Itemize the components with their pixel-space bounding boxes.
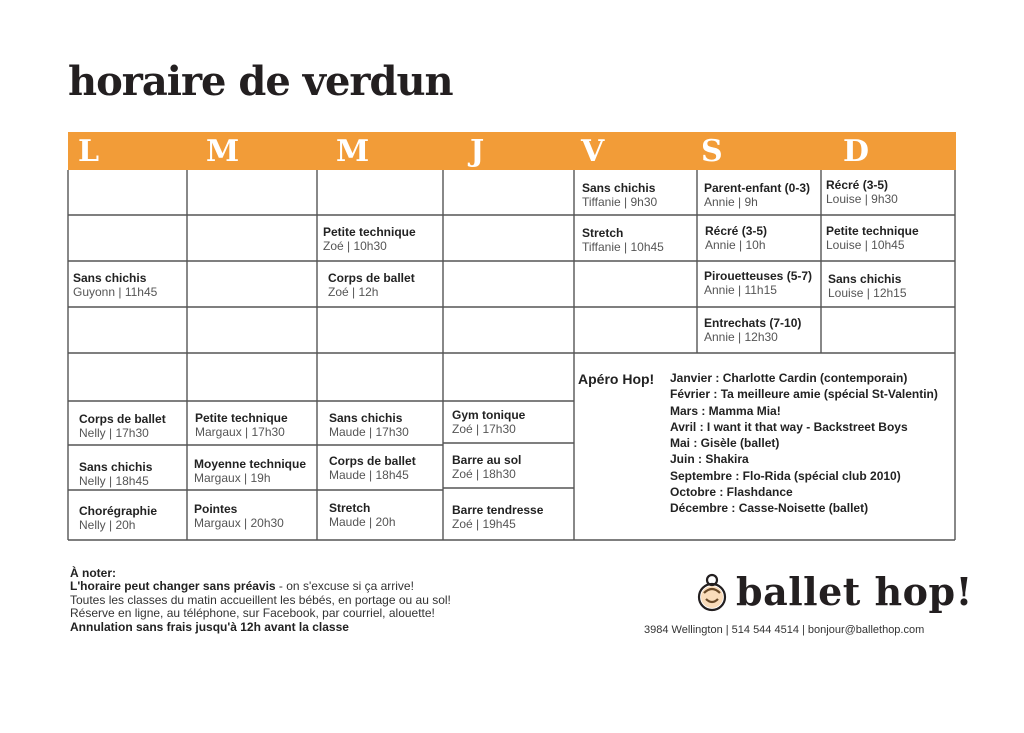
class-cell: Stretch Tiffanie | 10h45 <box>582 226 664 254</box>
contact-info: 3984 Wellington | 514 544 4514 | bonjour@ballethop.com <box>644 624 925 636</box>
apero-item: Mai : Gisèle (ballet) <box>670 436 780 451</box>
class-cell: Chorégraphie Nelly | 20h <box>79 504 158 532</box>
class-cell: Récré (3-5) Louise | 9h30 <box>826 178 898 206</box>
baby-face-icon <box>695 573 729 613</box>
day-wednesday: M <box>336 134 370 169</box>
notes-heading: À noter: <box>70 566 116 580</box>
class-cell: Petite technique Louise | 10h45 <box>826 224 919 252</box>
class-cell: Pirouetteuses (5-7) Annie | 11h15 <box>704 269 813 297</box>
apero-item: Février : Ta meilleure amie (spécial St-Valentin) <box>670 387 938 402</box>
notes-section <box>70 567 451 634</box>
class-cell: Sans chichis Maude | 17h30 <box>329 411 409 439</box>
class-cell: Récré (3-5) Annie | 10h <box>705 224 768 252</box>
notes-line: Annulation sans frais jusqu'à 12h avant la classe <box>70 619 349 634</box>
notes-line: Toutes les classes du matin accueillent les bébés, en portage ou au sol! <box>70 592 451 607</box>
apero-item: Octobre : Flashdance <box>670 485 793 500</box>
class-cell: Petite technique Zoé | 10h30 <box>323 225 416 253</box>
day-tuesday: M <box>206 134 240 169</box>
page-title: horaire de verdun <box>68 58 453 105</box>
class-cell: Entrechats (7-10) Annie | 12h30 <box>704 316 802 344</box>
class-cell: Corps de ballet Nelly | 17h30 <box>79 412 166 440</box>
apero-item: Janvier : Charlotte Cardin (contemporain) <box>670 371 908 385</box>
class-cell: Corps de ballet Maude | 18h45 <box>329 454 416 482</box>
apero-item: Avril : I want it that way - Backstreet Boys <box>670 419 908 434</box>
day-saturday: S <box>701 134 723 169</box>
apero-item: Mars : Mamma Mia! <box>670 403 781 418</box>
class-cell: Sans chichis Louise | 12h15 <box>828 272 907 300</box>
day-thursday: J <box>470 134 485 169</box>
notes-line: Réserve en ligne, au téléphone, sur Facebook, par courriel, alouette! <box>70 606 435 621</box>
class-cell: Petite technique Margaux | 17h30 <box>195 411 288 439</box>
class-cell: Barre tendresse Zoé | 19h45 <box>452 503 544 531</box>
class-cell: Stretch Maude | 20h <box>329 501 396 529</box>
apero-item: Juin : Shakira <box>670 452 749 467</box>
class-cell: Pointes Margaux | 20h30 <box>194 502 284 530</box>
class-cell: Moyenne technique Margaux | 19h <box>194 457 307 485</box>
class-cell: Sans chichis Nelly | 18h45 <box>79 460 153 488</box>
apero-title: Apéro Hop! <box>578 371 655 387</box>
apero-item: Septembre : Flo-Rida (spécial club 2010) <box>670 468 901 483</box>
class-cell: Sans chichis Guyonn | 11h45 <box>73 271 158 299</box>
class-cell: Gym tonique Zoé | 17h30 <box>452 408 526 436</box>
apero-item: Décembre : Casse-Noisette (ballet) <box>670 501 869 516</box>
notes-line: L'horaire peut changer sans préavis - on s'excuse si ça arrive! <box>70 579 414 594</box>
day-friday: V <box>581 134 605 169</box>
day-monday: L <box>78 134 100 169</box>
apero-list <box>670 370 938 517</box>
class-cell: Barre au sol Zoé | 18h30 <box>452 453 522 481</box>
day-sunday: D <box>843 134 870 169</box>
brand-name: ballet hop! <box>736 569 973 614</box>
day-header-bar <box>68 132 956 170</box>
class-cell: Corps de ballet Zoé | 12h <box>328 271 415 299</box>
class-cell: Parent-enfant (0-3) Annie | 9h <box>704 181 811 209</box>
class-cell: Sans chichis Tiffanie | 9h30 <box>582 181 658 209</box>
